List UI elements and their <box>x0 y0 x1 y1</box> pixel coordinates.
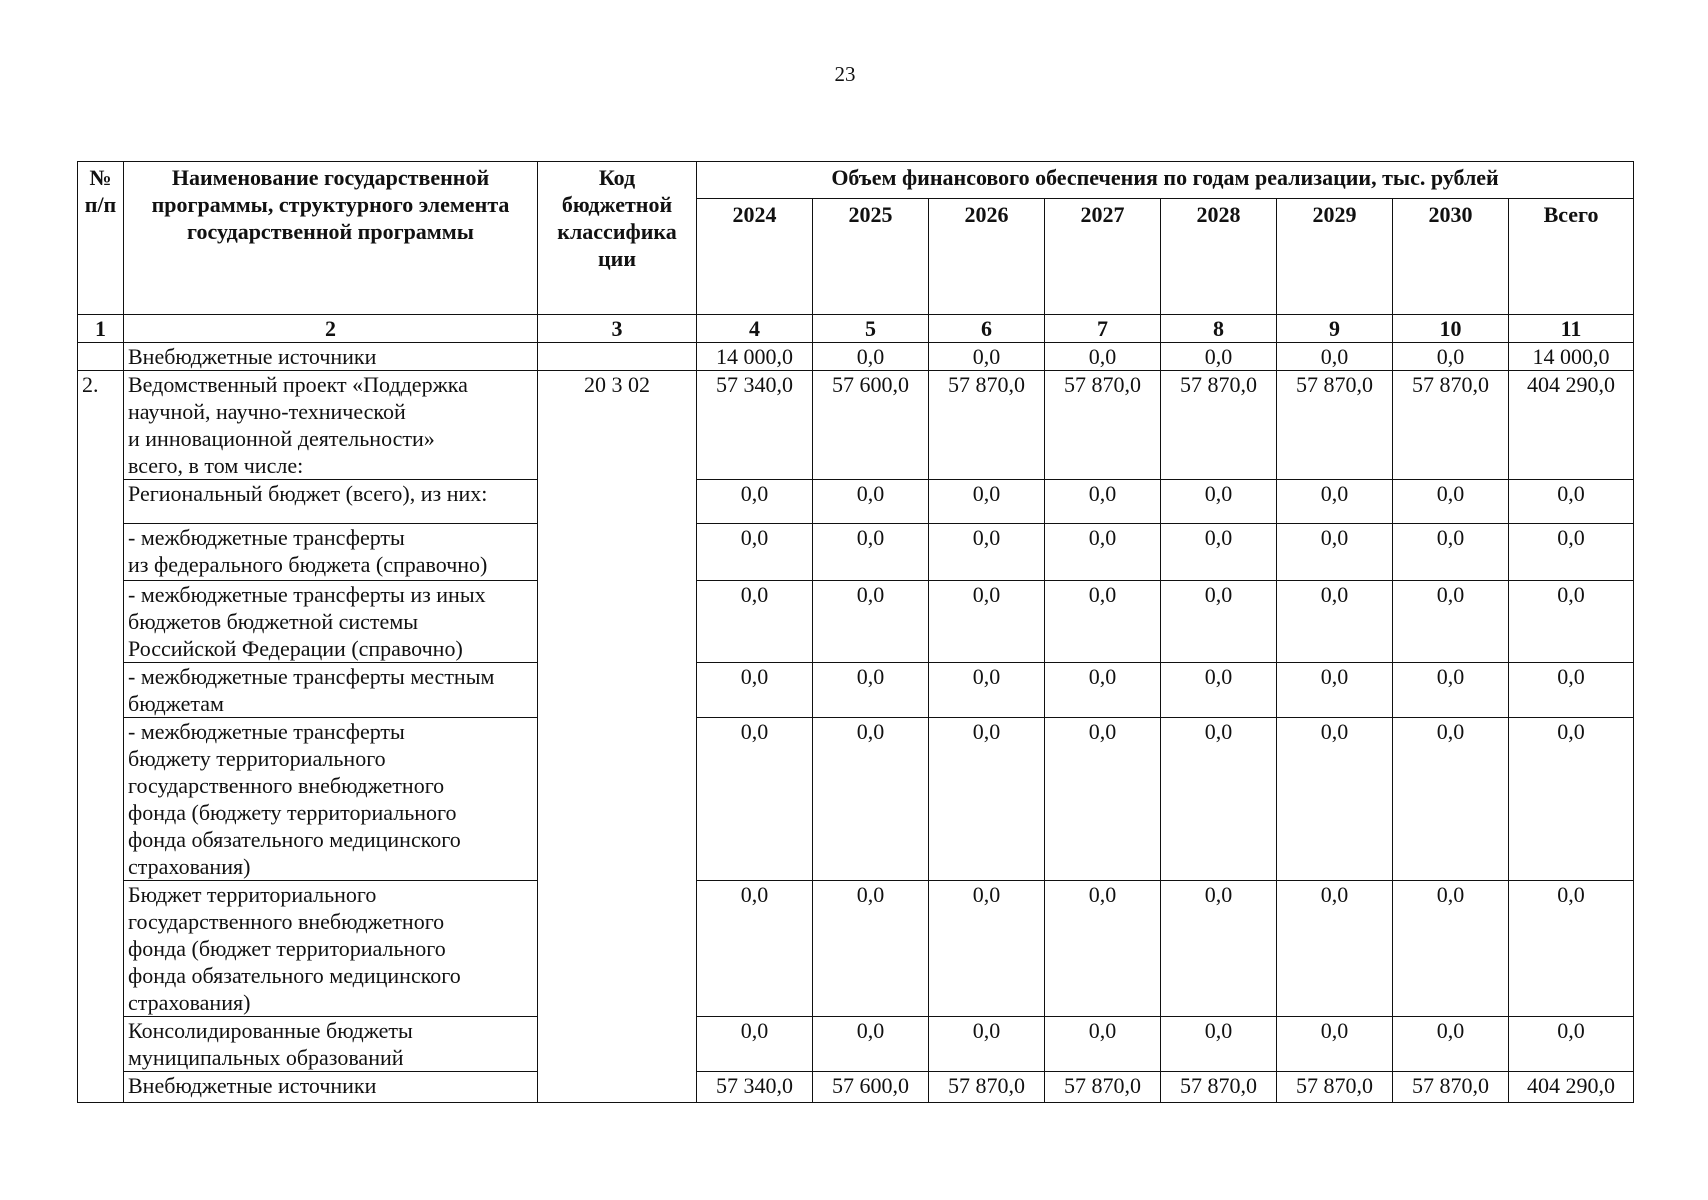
row-value: 0,0 <box>813 480 929 524</box>
row-name: - межбюджетные трансферты местным бюджетам <box>124 663 538 718</box>
row-name: - межбюджетные трансферты бюджету территориального государственного внебюджетного фонда (бюджету территориального фонда обязательного медицинского страхования) <box>124 718 538 881</box>
row-value: 0,0 <box>1393 718 1509 881</box>
header-year: Всего <box>1509 199 1634 315</box>
row-value: 0,0 <box>813 581 929 663</box>
row-value: 0,0 <box>929 343 1045 371</box>
row-value: 0,0 <box>1277 343 1393 371</box>
row-value: 0,0 <box>1393 524 1509 581</box>
row-value: 0,0 <box>813 663 929 718</box>
table-row <box>78 663 1634 718</box>
row-name: - межбюджетные трансферты из федерального бюджета (справочно) <box>124 524 538 581</box>
row-value: 57 870,0 <box>1277 1072 1393 1103</box>
row-value: 0,0 <box>1161 663 1277 718</box>
row-value: 0,0 <box>1509 881 1634 1017</box>
row-value: 0,0 <box>1509 480 1634 524</box>
row-name: Консолидированные бюджеты муниципальных образований <box>124 1017 538 1072</box>
row-value: 14 000,0 <box>697 343 813 371</box>
row-value: 0,0 <box>929 480 1045 524</box>
row-value: 0,0 <box>1393 581 1509 663</box>
row-value: 0,0 <box>1393 1017 1509 1072</box>
row-value: 0,0 <box>1045 343 1161 371</box>
row-value: 0,0 <box>813 1017 929 1072</box>
table-row <box>78 718 1634 881</box>
row-value: 57 870,0 <box>1045 1072 1161 1103</box>
row-value: 0,0 <box>1509 524 1634 581</box>
row-value: 57 600,0 <box>813 1072 929 1103</box>
row-value: 0,0 <box>929 524 1045 581</box>
row-value: 57 870,0 <box>1277 371 1393 480</box>
row-value: 0,0 <box>1161 581 1277 663</box>
row-value: 0,0 <box>1045 480 1161 524</box>
header-year: 2024 <box>697 199 813 315</box>
table-row <box>78 881 1634 1017</box>
header-year: 2026 <box>929 199 1045 315</box>
row-value: 57 340,0 <box>697 371 813 480</box>
row-value: 0,0 <box>1161 343 1277 371</box>
row-value: 0,0 <box>1509 663 1634 718</box>
row-value: 0,0 <box>1045 1017 1161 1072</box>
row-name: Бюджет территориального государственного внебюджетного фонда (бюджет территориального фонда обязательного медицинского страхования) <box>124 881 538 1017</box>
project-code: 20 3 02 <box>538 371 697 1103</box>
column-numbers-row <box>78 315 1634 343</box>
row-value: 0,0 <box>1045 581 1161 663</box>
row-name: Внебюджетные источники <box>124 1072 538 1103</box>
row-value: 57 870,0 <box>929 1072 1045 1103</box>
row-value: 0,0 <box>1045 663 1161 718</box>
row-value: 0,0 <box>929 581 1045 663</box>
row-value: 0,0 <box>1393 881 1509 1017</box>
row-value: 0,0 <box>1393 480 1509 524</box>
row-value: 57 870,0 <box>929 371 1045 480</box>
row-value: 0,0 <box>1161 718 1277 881</box>
row-value: 0,0 <box>697 881 813 1017</box>
row-value: 0,0 <box>697 663 813 718</box>
row-index <box>78 343 124 371</box>
table-header <box>78 162 1634 315</box>
row-value: 0,0 <box>1161 881 1277 1017</box>
row-value: 0,0 <box>813 343 929 371</box>
row-value: 0,0 <box>929 1017 1045 1072</box>
column-number: 11 <box>1509 315 1634 343</box>
project-index: 2. <box>78 371 124 1103</box>
table-body <box>78 315 1634 1103</box>
row-value: 0,0 <box>1161 1017 1277 1072</box>
row-value: 57 870,0 <box>1161 1072 1277 1103</box>
row-value: 0,0 <box>813 718 929 881</box>
table-row <box>78 1017 1634 1072</box>
column-number: 8 <box>1161 315 1277 343</box>
table-row <box>78 581 1634 663</box>
row-value: 0,0 <box>1277 480 1393 524</box>
header-col-name: Наименование государственной программы, структурного элемента государственной программы <box>124 162 538 315</box>
row-value: 0,0 <box>929 663 1045 718</box>
column-number: 9 <box>1277 315 1393 343</box>
row-value: 0,0 <box>1277 881 1393 1017</box>
row-value: 0,0 <box>1277 581 1393 663</box>
row-name: Региональный бюджет (всего), из них: <box>124 480 538 524</box>
column-number: 10 <box>1393 315 1509 343</box>
row-value: 57 340,0 <box>697 1072 813 1103</box>
row-value: 57 870,0 <box>1393 1072 1509 1103</box>
row-value: 0,0 <box>929 881 1045 1017</box>
row-value: 57 870,0 <box>1045 371 1161 480</box>
header-col-code: Код бюджетной классифика ции <box>538 162 697 315</box>
table-row <box>78 1072 1634 1103</box>
row-value: 57 870,0 <box>1393 371 1509 480</box>
header-year: 2028 <box>1161 199 1277 315</box>
row-value: 0,0 <box>1161 480 1277 524</box>
row-value: 0,0 <box>1045 718 1161 881</box>
row-value: 404 290,0 <box>1509 371 1634 480</box>
row-value: 57 870,0 <box>1161 371 1277 480</box>
column-number: 7 <box>1045 315 1161 343</box>
row-value: 57 600,0 <box>813 371 929 480</box>
row-value: 0,0 <box>1509 1017 1634 1072</box>
table-row <box>78 524 1634 581</box>
header-year: 2027 <box>1045 199 1161 315</box>
row-value: 0,0 <box>1277 718 1393 881</box>
row-value: 0,0 <box>697 1017 813 1072</box>
row-code <box>538 343 697 371</box>
row-name: - межбюджетные трансферты из иных бюджетов бюджетной системы Российской Федерации (справочно) <box>124 581 538 663</box>
row-name: Ведомственный проект «Поддержка научной, научно-технической и инновационной деятельности» всего, в том числе: <box>124 371 538 480</box>
row-value: 0,0 <box>697 718 813 881</box>
row-value: 14 000,0 <box>1509 343 1634 371</box>
row-value: 0,0 <box>1161 524 1277 581</box>
row-value: 0,0 <box>1045 524 1161 581</box>
row-value: 0,0 <box>1045 881 1161 1017</box>
column-number: 3 <box>538 315 697 343</box>
column-number: 1 <box>78 315 124 343</box>
row-value: 0,0 <box>1509 718 1634 881</box>
table-row <box>78 343 1634 371</box>
row-value: 404 290,0 <box>1509 1072 1634 1103</box>
budget-table <box>77 161 1634 1103</box>
row-value: 0,0 <box>1509 581 1634 663</box>
row-value: 0,0 <box>1277 524 1393 581</box>
column-number: 6 <box>929 315 1045 343</box>
row-value: 0,0 <box>697 581 813 663</box>
row-value: 0,0 <box>1393 343 1509 371</box>
row-value: 0,0 <box>1277 1017 1393 1072</box>
table-row <box>78 371 1634 480</box>
header-year: 2025 <box>813 199 929 315</box>
table-row <box>78 480 1634 524</box>
header-col-volume: Объем финансового обеспечения по годам реализации, тыс. рублей <box>697 162 1634 199</box>
row-name: Внебюджетные источники <box>124 343 538 371</box>
row-value: 0,0 <box>697 480 813 524</box>
row-value: 0,0 <box>813 524 929 581</box>
row-value: 0,0 <box>1393 663 1509 718</box>
column-number: 5 <box>813 315 929 343</box>
header-col-no: № п/п <box>78 162 124 315</box>
header-year: 2030 <box>1393 199 1509 315</box>
page-number: 23 <box>834 62 856 86</box>
column-number: 2 <box>124 315 538 343</box>
header-year: 2029 <box>1277 199 1393 315</box>
row-value: 0,0 <box>1277 663 1393 718</box>
row-value: 0,0 <box>929 718 1045 881</box>
row-value: 0,0 <box>697 524 813 581</box>
column-number: 4 <box>697 315 813 343</box>
row-value: 0,0 <box>813 881 929 1017</box>
